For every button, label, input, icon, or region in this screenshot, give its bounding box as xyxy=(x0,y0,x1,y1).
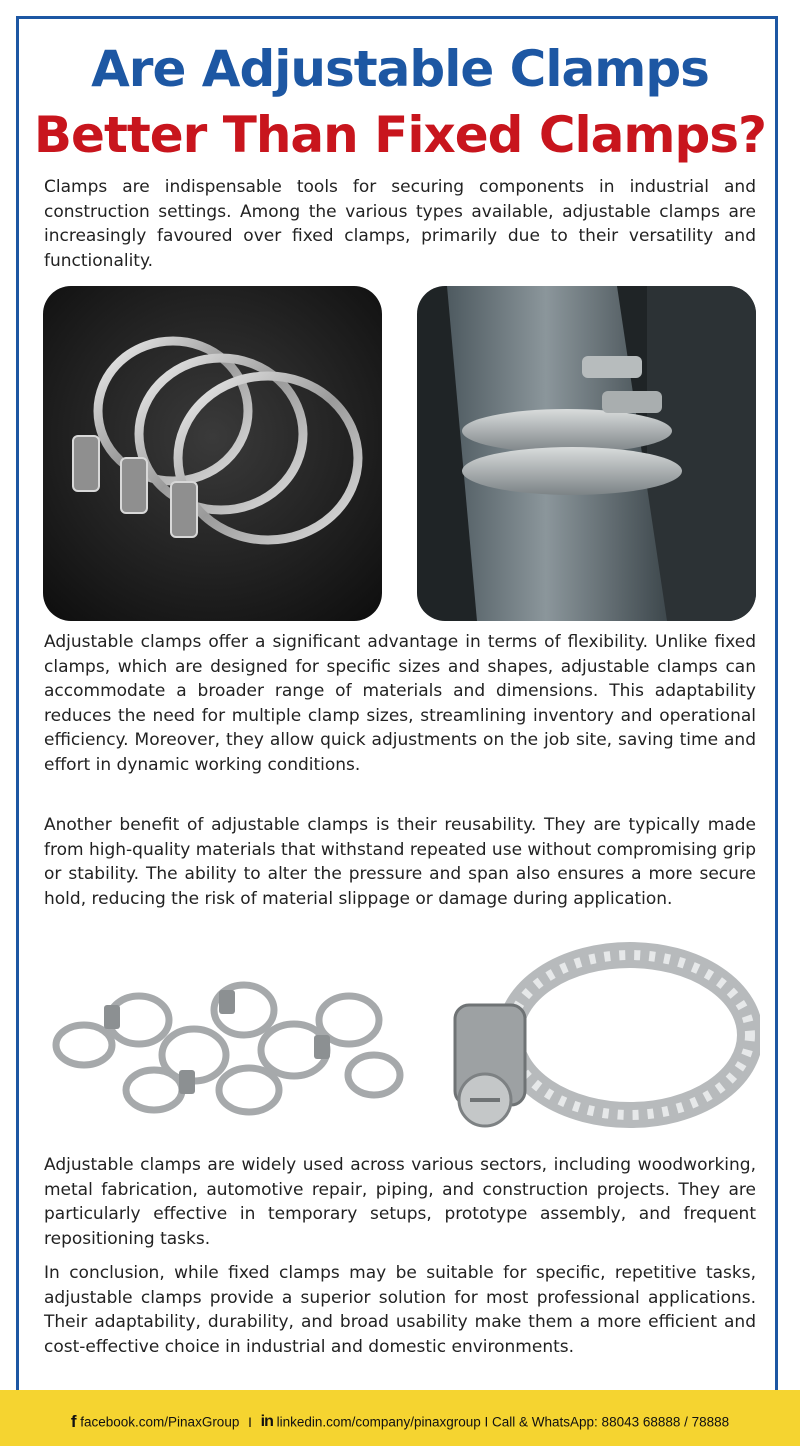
facebook-icon: f xyxy=(70,1412,77,1431)
footer-separator: I xyxy=(248,1414,252,1430)
photo-pile-of-clamps xyxy=(44,950,410,1130)
footer-bar xyxy=(0,1390,800,1446)
footer-phone-contact: I Call & WhatsApp: 88043 68888 / 78888 xyxy=(484,1414,730,1430)
photo-clamps-on-pipe xyxy=(417,286,756,621)
usage-paragraph: Adjustable clamps are widely used across various sectors, including woodworking, metal fabrication, automotive repair, piping, and construction projects. They are particularly effective in temporary setups, prototype assembly, and frequent repositioning tasks. xyxy=(44,1155,756,1249)
conclusion-paragraph: In conclusion, while fixed clamps may be suitable for specific, repetitive tasks, adjustable clamps provide a superior solution for most professional applications. Their adaptability, durability, and broad usability make them a more efficient and cost-effective choice in industrial and domestic environments. xyxy=(44,1263,756,1357)
page-title-line-1: Are Adjustable Clamps xyxy=(91,40,709,98)
reusability-paragraph: Another benefit of adjustable clamps is their reusability. They are typically made from high-quality materials that withstand repeated use without compromising grip or stability. The ability to alter the pressure and span also ensures a more secure hold, reducing the risk of material slippage or damage during application. xyxy=(44,815,756,909)
linkedin-link[interactable]: linkedin.com/company/pinaxgroup xyxy=(276,1414,481,1430)
intro-paragraph: Clamps are indispensable tools for securing components in industrial and construction settings. Among the various types available, adjustable clamps are increasingly favoured over fixed clamps, primarily due to their versatility and functionality. xyxy=(44,177,756,271)
flexibility-paragraph: Adjustable clamps offer a significant advantage in terms of flexibility. Unlike fixed clamps, which are designed for specific sizes and shapes, adjustable clamps can accommodate a broader range of materials and dimensions. This adaptability reduces the need for multiple clamp sizes, streamlining inventory and operational efficiency. Moreover, they allow quick adjustments on the job site, saving time and effort in dynamic working conditions. xyxy=(44,632,756,775)
page-title-line-2: Better Than Fixed Clamps? xyxy=(33,106,767,164)
photo-single-hose-clamp xyxy=(425,935,760,1145)
photo-three-hose-clamps xyxy=(43,286,382,621)
linkedin-icon: in xyxy=(260,1413,273,1430)
facebook-link[interactable]: facebook.com/PinaxGroup xyxy=(80,1414,240,1430)
footer-contact-line xyxy=(0,1412,800,1432)
